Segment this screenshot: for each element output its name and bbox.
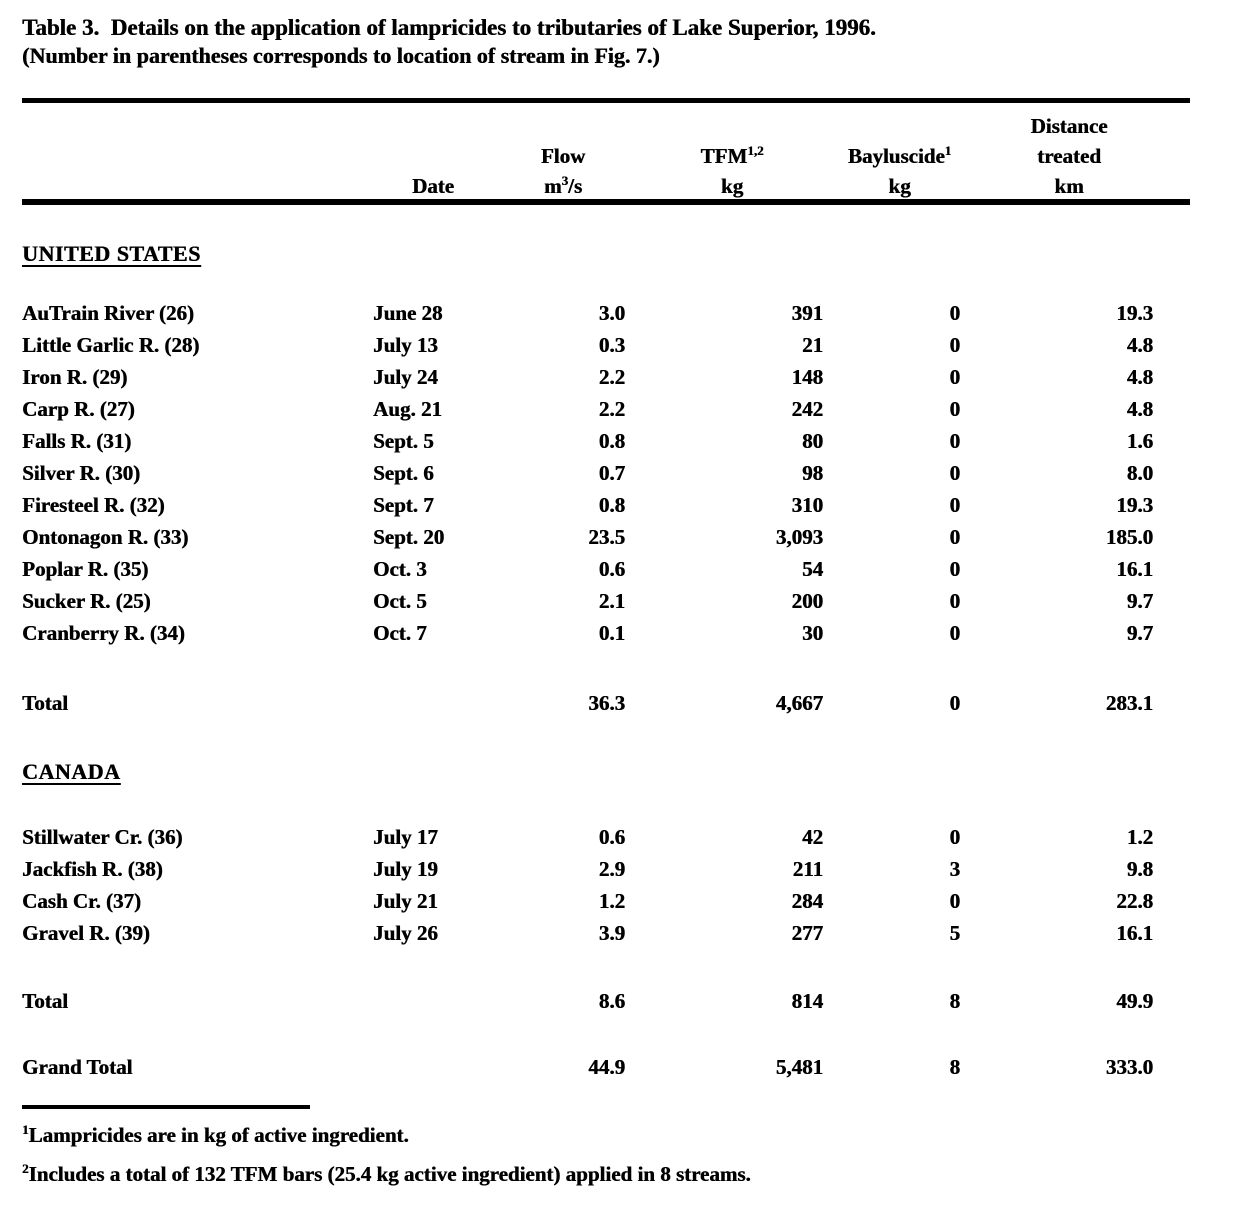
section-heading-united-states: UNITED STATES	[22, 241, 201, 266]
table-row	[22, 917, 1190, 949]
cell-distance: 4.8	[1126, 396, 1153, 421]
cell-distance: 4.8	[1126, 332, 1153, 357]
grand-total-distance: 333.0	[1105, 1054, 1153, 1079]
cell-date: Aug. 21	[373, 396, 442, 421]
footnote-1: $^1$Lampricides are in kg of active ingredient.	[22, 1122, 409, 1147]
cell-date: July 17	[373, 824, 438, 849]
grand-total-label: Grand Total	[22, 1054, 133, 1079]
cell-date: Sept. 20	[373, 524, 445, 549]
cell-flow: 3.9	[598, 920, 625, 945]
cell-date: July 26	[373, 920, 438, 945]
cell-stream-name: Cash Cr. (37)	[22, 888, 141, 913]
table-row	[22, 393, 1190, 425]
total-flow: 8.6	[598, 988, 625, 1013]
cell-tfm: 242	[791, 396, 823, 421]
cell-date: Oct. 5	[373, 588, 427, 613]
header-row-1	[22, 109, 1190, 139]
cell-tfm: 391	[791, 300, 823, 325]
cell-stream-name: Iron R. (29)	[22, 364, 128, 389]
cell-tfm: 30	[802, 620, 823, 645]
total-tfm: 814	[791, 988, 823, 1013]
cell-stream-name: Ontonagon R. (33)	[22, 524, 189, 549]
total-distance: 283.1	[1105, 690, 1153, 715]
cell-stream-name: Carp R. (27)	[22, 396, 135, 421]
table-row	[22, 361, 1190, 393]
cell-tfm: 211	[792, 856, 823, 881]
cell-flow: 0.6	[598, 824, 625, 849]
cell-bayluscide: 0	[949, 556, 960, 581]
total-tfm: 4,667	[775, 690, 823, 715]
cell-bayluscide: 0	[949, 888, 960, 913]
total-flow: 36.3	[588, 690, 625, 715]
cell-tfm: 42	[802, 824, 823, 849]
cell-stream-name: Stillwater Cr. (36)	[22, 824, 183, 849]
cell-date: Oct. 3	[373, 556, 427, 581]
table-row	[22, 489, 1190, 521]
cell-stream-name: Poplar R. (35)	[22, 556, 149, 581]
table-row	[22, 821, 1190, 853]
table-row	[22, 885, 1190, 917]
table-row	[22, 521, 1190, 553]
cell-distance: 16.1	[1116, 556, 1153, 581]
table-row	[22, 585, 1190, 617]
cell-bayluscide: 0	[949, 332, 960, 357]
cell-date: July 13	[373, 332, 438, 357]
header-row-2	[22, 139, 1190, 169]
cell-distance: 9.8	[1126, 856, 1153, 881]
grand-total-tfm: 5,481	[775, 1054, 823, 1079]
table-row	[22, 297, 1190, 329]
us-total-row	[22, 687, 1190, 719]
cell-distance: 8.0	[1126, 460, 1153, 485]
cell-date: July 21	[373, 888, 438, 913]
cell-distance: 19.3	[1116, 300, 1153, 325]
cell-tfm: 200	[791, 588, 823, 613]
total-bayluscide: 8	[949, 988, 960, 1013]
grand-total-row	[22, 1051, 1190, 1083]
cell-tfm: 54	[802, 556, 823, 581]
cell-flow: 0.8	[598, 492, 625, 517]
cell-flow: 2.1	[598, 588, 625, 613]
bayluscide-footnote-marker: 1	[944, 143, 952, 158]
cell-bayluscide: 0	[949, 364, 960, 389]
footnotes	[22, 1113, 1190, 1191]
cell-flow: 2.9	[598, 856, 625, 881]
tfm-footnote-marker: 1,2	[747, 143, 764, 158]
cell-bayluscide: 0	[949, 428, 960, 453]
table-row	[22, 617, 1190, 649]
cell-stream-name: AuTrain River (26)	[22, 300, 194, 325]
cell-stream-name: Cranberry R. (34)	[22, 620, 185, 645]
cell-tfm: 80	[802, 428, 823, 453]
footnote-2-marker: 2	[22, 1161, 29, 1176]
cell-bayluscide: 0	[949, 620, 960, 645]
column-unit-distance: km	[1054, 174, 1084, 198]
cell-distance: 9.7	[1126, 588, 1153, 613]
cell-distance: 1.2	[1126, 824, 1153, 849]
cell-tfm: 148	[791, 364, 823, 389]
table-document	[22, 14, 1190, 1191]
column-header-tfm: TFM$^{1,2}$	[700, 143, 764, 168]
cell-tfm: 284	[791, 888, 823, 913]
cell-bayluscide: 0	[949, 396, 960, 421]
cell-bayluscide: 5	[949, 920, 960, 945]
cell-flow: 0.3	[598, 332, 625, 357]
cell-stream-name: Firesteel R. (32)	[22, 492, 165, 517]
cell-bayluscide: 0	[949, 588, 960, 613]
footnote-2: $^2$Includes a total of 132 TFM bars (25.4 kg active ingredient) applied in 8 streams.	[22, 1161, 751, 1186]
cell-flow: 0.6	[598, 556, 625, 581]
column-header-distance: Distance	[1030, 114, 1108, 138]
table-row	[22, 853, 1190, 885]
cell-stream-name: Jackfish R. (38)	[22, 856, 163, 881]
cell-stream-name: Gravel R. (39)	[22, 920, 150, 945]
cell-bayluscide: 0	[949, 300, 960, 325]
cell-bayluscide: 0	[949, 824, 960, 849]
table-row	[22, 457, 1190, 489]
table-row	[22, 425, 1190, 457]
cell-distance: 1.6	[1126, 428, 1153, 453]
cell-bayluscide: 0	[949, 524, 960, 549]
cell-flow: 2.2	[598, 396, 625, 421]
cell-bayluscide: 0	[949, 460, 960, 485]
cell-stream-name: Little Garlic R. (28)	[22, 332, 200, 357]
column-header-bayluscide: Bayluscide$^1$	[847, 143, 952, 168]
us-rows	[22, 297, 1190, 649]
cell-distance: 19.3	[1116, 492, 1153, 517]
header-rule	[22, 199, 1190, 205]
cell-stream-name: Sucker R. (25)	[22, 588, 151, 613]
cell-date: July 19	[373, 856, 438, 881]
cell-distance: 9.7	[1126, 620, 1153, 645]
cell-tfm: 98	[802, 460, 823, 485]
column-unit-flow: $m^3/s$	[543, 173, 582, 198]
cell-distance: 16.1	[1116, 920, 1153, 945]
cell-distance: 22.8	[1116, 888, 1153, 913]
table-header	[22, 103, 1190, 199]
cell-flow: 0.1	[598, 620, 625, 645]
canada-total-row	[22, 985, 1190, 1017]
total-label: Total	[22, 690, 68, 715]
cell-bayluscide: 0	[949, 492, 960, 517]
cell-date: Sept. 7	[373, 492, 434, 517]
cell-flow: 0.8	[598, 428, 625, 453]
cell-bayluscide: 3	[949, 856, 960, 881]
cell-flow: 23.5	[588, 524, 625, 549]
grand-total-bayluscide: 8	[949, 1054, 960, 1079]
column-header-treated: treated	[1037, 144, 1101, 168]
cell-distance: 185.0	[1105, 524, 1153, 549]
total-distance: 49.9	[1116, 988, 1153, 1013]
cell-stream-name: Silver R. (30)	[22, 460, 141, 485]
cell-flow: 0.7	[598, 460, 625, 485]
cell-date: Oct. 7	[373, 620, 427, 645]
cell-date: July 24	[373, 364, 438, 389]
table-subtitle: (Number in parentheses corresponds to location of stream in Fig. 7.)	[22, 43, 660, 68]
table-row	[22, 329, 1190, 361]
cell-flow: 2.2	[598, 364, 625, 389]
cell-tfm: 21	[802, 332, 823, 357]
total-label: Total	[22, 988, 68, 1013]
cell-tfm: 277	[791, 920, 823, 945]
cell-flow: 3.0	[598, 300, 625, 325]
total-bayluscide: 0	[949, 690, 960, 715]
column-unit-tfm: kg	[720, 174, 744, 198]
cell-flow: 1.2	[598, 888, 625, 913]
cell-date: June 28	[373, 300, 443, 325]
cell-stream-name: Falls R. (31)	[22, 428, 132, 453]
cell-distance: 4.8	[1126, 364, 1153, 389]
section-heading-canada: CANADA	[22, 759, 121, 784]
cell-tfm: 310	[791, 492, 823, 517]
cell-date: Sept. 5	[373, 428, 434, 453]
footnote-1-marker: 1	[22, 1122, 29, 1137]
cell-tfm: 3,093	[775, 524, 823, 549]
column-header-flow: Flow	[540, 144, 586, 168]
footnote-rule	[22, 1105, 310, 1109]
column-header-date: Date	[412, 174, 454, 198]
header-row-3	[22, 169, 1190, 199]
table-title: Table 3. Details on the application of lampricides to tributaries of Lake Superior, 1996.	[22, 15, 876, 40]
canada-rows	[22, 821, 1190, 949]
column-unit-bayluscide: kg	[888, 174, 911, 198]
cell-date: Sept. 6	[373, 460, 434, 485]
grand-total-flow: 44.9	[588, 1054, 625, 1079]
table-row	[22, 553, 1190, 585]
